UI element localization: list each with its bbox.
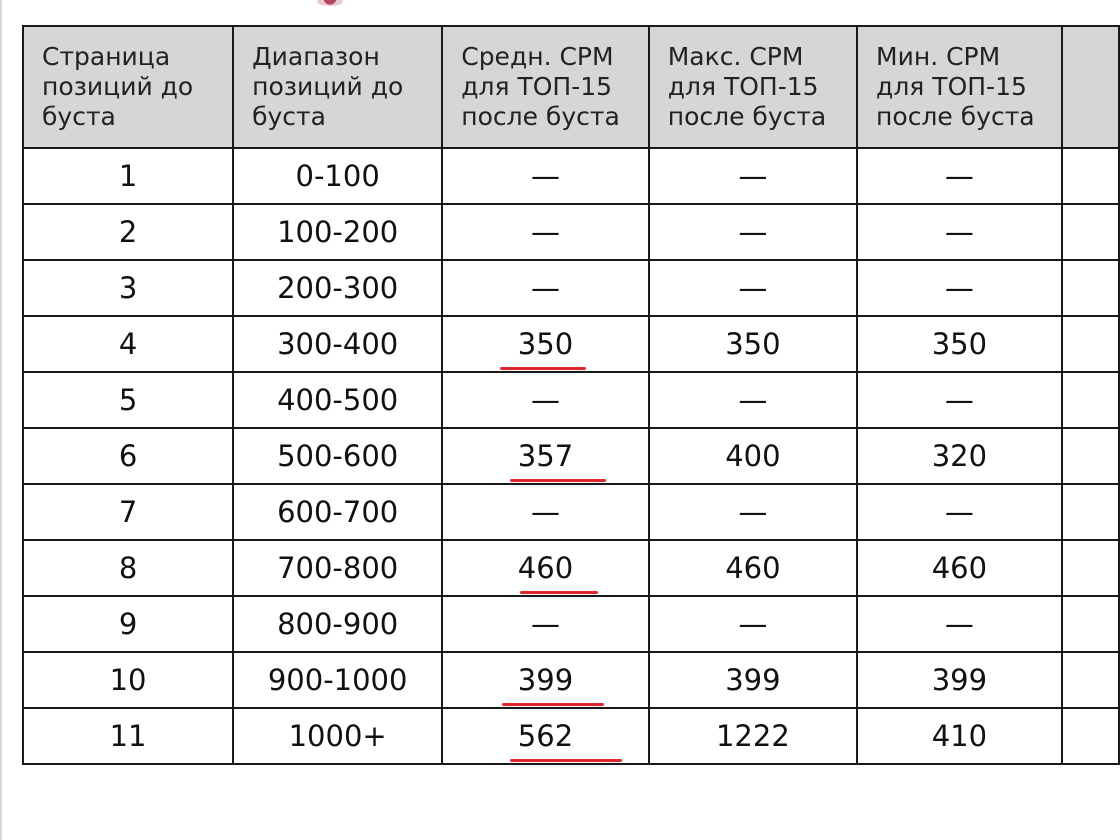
cell-min-cpm-value: 399 xyxy=(931,663,988,697)
cell-page xyxy=(23,316,233,372)
cpm-table xyxy=(22,25,1120,765)
table-row xyxy=(23,428,1119,484)
cell-min-cpm-value: — xyxy=(944,383,974,417)
cell-max-cpm-value: — xyxy=(738,495,768,529)
table-body xyxy=(23,148,1119,764)
cell-max-cpm xyxy=(649,484,857,540)
cell-avg-cpm xyxy=(442,148,648,204)
cell-extra xyxy=(1062,652,1119,708)
table-row xyxy=(23,148,1119,204)
left-edge-divider xyxy=(0,0,2,840)
table-row xyxy=(23,372,1119,428)
table-row xyxy=(23,260,1119,316)
cell-avg-cpm xyxy=(442,540,648,596)
cell-page xyxy=(23,652,233,708)
table-row xyxy=(23,484,1119,540)
cell-min-cpm-value: 410 xyxy=(931,719,988,753)
cell-range xyxy=(233,596,442,652)
cell-max-cpm-value: 400 xyxy=(725,439,781,473)
cell-avg-cpm xyxy=(442,316,648,372)
cell-min-cpm xyxy=(857,316,1062,372)
cell-avg-cpm-value: 562 xyxy=(518,719,573,753)
cell-range-value: 300-400 xyxy=(277,327,399,361)
cell-max-cpm xyxy=(649,596,857,652)
cell-avg-cpm-value: — xyxy=(530,607,560,641)
cell-range-value: 100-200 xyxy=(277,215,399,249)
cell-range-value: 500-600 xyxy=(277,439,399,473)
cell-min-cpm xyxy=(857,484,1062,540)
cell-min-cpm-value: 460 xyxy=(931,551,988,585)
cell-avg-cpm-value: — xyxy=(530,159,560,193)
cell-max-cpm-value: — xyxy=(738,383,768,417)
cell-avg-cpm xyxy=(442,372,648,428)
header-avg-cpm: Средн. CPM для ТОП-15 после буста xyxy=(442,26,648,148)
cell-min-cpm-value: — xyxy=(944,607,974,641)
cell-min-cpm xyxy=(857,540,1062,596)
cell-extra xyxy=(1062,484,1119,540)
cell-range xyxy=(233,260,442,316)
table-row xyxy=(23,652,1119,708)
cell-range xyxy=(233,316,442,372)
cell-max-cpm-value: — xyxy=(738,159,768,193)
red-underline-mark xyxy=(510,479,606,482)
cell-min-cpm-value: — xyxy=(944,271,974,305)
cell-min-cpm xyxy=(857,372,1062,428)
cell-min-cpm-value: — xyxy=(944,215,974,249)
cell-page-value: 1 xyxy=(118,159,138,193)
red-underline-mark xyxy=(510,759,622,762)
table-row xyxy=(23,708,1119,764)
cell-page xyxy=(23,596,233,652)
cell-page xyxy=(23,540,233,596)
cell-range-value: 1000+ xyxy=(288,719,387,753)
cell-range xyxy=(233,204,442,260)
cell-range-value: 800-900 xyxy=(277,607,399,641)
cell-avg-cpm xyxy=(442,652,648,708)
cell-max-cpm-value: — xyxy=(738,607,768,641)
cell-range xyxy=(233,484,442,540)
cell-min-cpm xyxy=(857,708,1062,764)
cell-min-cpm-value: — xyxy=(944,159,974,193)
cell-page xyxy=(23,260,233,316)
cell-min-cpm-value: 320 xyxy=(931,439,988,473)
cell-avg-cpm-value: 350 xyxy=(518,327,573,361)
table-header-row xyxy=(23,26,1119,148)
cell-avg-cpm-value: 399 xyxy=(518,663,573,697)
cell-page-value: 7 xyxy=(118,495,138,529)
cell-max-cpm-value: 399 xyxy=(725,663,781,697)
cell-range-value: 400-500 xyxy=(277,383,399,417)
red-underline-mark xyxy=(502,703,604,706)
cell-range-value: 900-1000 xyxy=(267,663,408,697)
cell-min-cpm xyxy=(857,204,1062,260)
table-row xyxy=(23,316,1119,372)
cell-avg-cpm-value: 357 xyxy=(518,439,573,473)
cell-avg-cpm xyxy=(442,596,648,652)
cell-extra xyxy=(1062,260,1119,316)
cell-avg-cpm xyxy=(442,204,648,260)
cell-max-cpm xyxy=(649,540,857,596)
cell-extra xyxy=(1062,708,1119,764)
table-row xyxy=(23,204,1119,260)
table-row xyxy=(23,596,1119,652)
cell-max-cpm xyxy=(649,652,857,708)
cell-page-value: 6 xyxy=(118,439,138,473)
cell-max-cpm-value: 460 xyxy=(725,551,781,585)
cell-min-cpm xyxy=(857,428,1062,484)
header-extra xyxy=(1062,26,1119,148)
cell-page-value: 4 xyxy=(118,327,138,361)
cell-avg-cpm-value: — xyxy=(530,495,560,529)
cell-min-cpm xyxy=(857,148,1062,204)
cell-extra xyxy=(1062,148,1119,204)
cell-max-cpm-value: — xyxy=(738,215,768,249)
cell-page-value: 5 xyxy=(118,383,138,417)
cell-avg-cpm-value: — xyxy=(530,215,560,249)
cell-range xyxy=(233,428,442,484)
cell-range xyxy=(233,372,442,428)
cell-max-cpm xyxy=(649,372,857,428)
cell-range xyxy=(233,148,442,204)
cell-page xyxy=(23,428,233,484)
cell-extra xyxy=(1062,540,1119,596)
cell-max-cpm xyxy=(649,708,857,764)
cell-avg-cpm xyxy=(442,260,648,316)
header-page: Страница позиций до буста xyxy=(23,26,233,148)
cell-range xyxy=(233,540,442,596)
table-row xyxy=(23,540,1119,596)
cell-page xyxy=(23,372,233,428)
cell-page xyxy=(23,204,233,260)
cell-max-cpm xyxy=(649,148,857,204)
cell-page-value: 11 xyxy=(109,719,147,753)
cell-page xyxy=(23,148,233,204)
cell-min-cpm xyxy=(857,596,1062,652)
cell-avg-cpm-value: — xyxy=(530,383,560,417)
cell-page-value: 8 xyxy=(118,551,138,585)
cell-min-cpm-value: — xyxy=(944,495,974,529)
cell-max-cpm-value: 350 xyxy=(725,327,781,361)
cell-min-cpm-value: 350 xyxy=(931,327,988,361)
cell-page xyxy=(23,708,233,764)
cell-avg-cpm xyxy=(442,708,648,764)
red-underline-mark xyxy=(500,367,586,370)
cell-page-value: 9 xyxy=(118,607,138,641)
cell-max-cpm xyxy=(649,204,857,260)
cell-max-cpm xyxy=(649,428,857,484)
logo-icon xyxy=(312,0,348,6)
cell-avg-cpm xyxy=(442,428,648,484)
cell-extra xyxy=(1062,428,1119,484)
header-max-cpm: Макс. CPM для ТОП-15 после буста xyxy=(649,26,857,148)
cell-range-value: 0-100 xyxy=(295,159,380,193)
cell-min-cpm xyxy=(857,260,1062,316)
cell-extra xyxy=(1062,204,1119,260)
cell-avg-cpm xyxy=(442,484,648,540)
cell-range xyxy=(233,708,442,764)
cell-max-cpm xyxy=(649,316,857,372)
cell-min-cpm xyxy=(857,652,1062,708)
cell-range-value: 700-800 xyxy=(277,551,399,585)
cell-range xyxy=(233,652,442,708)
cell-page-value: 3 xyxy=(118,271,138,305)
cell-avg-cpm-value: — xyxy=(530,271,560,305)
cell-range-value: 600-700 xyxy=(277,495,399,529)
cell-extra xyxy=(1062,372,1119,428)
cell-page xyxy=(23,484,233,540)
header-min-cpm: Мин. CPM для ТОП-15 после буста xyxy=(857,26,1062,148)
cell-page-value: 10 xyxy=(109,663,147,697)
cell-max-cpm-value: — xyxy=(738,271,768,305)
cell-extra xyxy=(1062,316,1119,372)
header-range: Диапазон позиций до буста xyxy=(233,26,442,148)
cell-extra xyxy=(1062,596,1119,652)
cell-avg-cpm-value: 460 xyxy=(518,551,573,585)
cell-max-cpm xyxy=(649,260,857,316)
cell-page-value: 2 xyxy=(118,215,138,249)
cell-max-cpm-value: 1222 xyxy=(715,719,790,753)
red-underline-mark xyxy=(520,591,598,594)
cell-range-value: 200-300 xyxy=(277,271,399,305)
